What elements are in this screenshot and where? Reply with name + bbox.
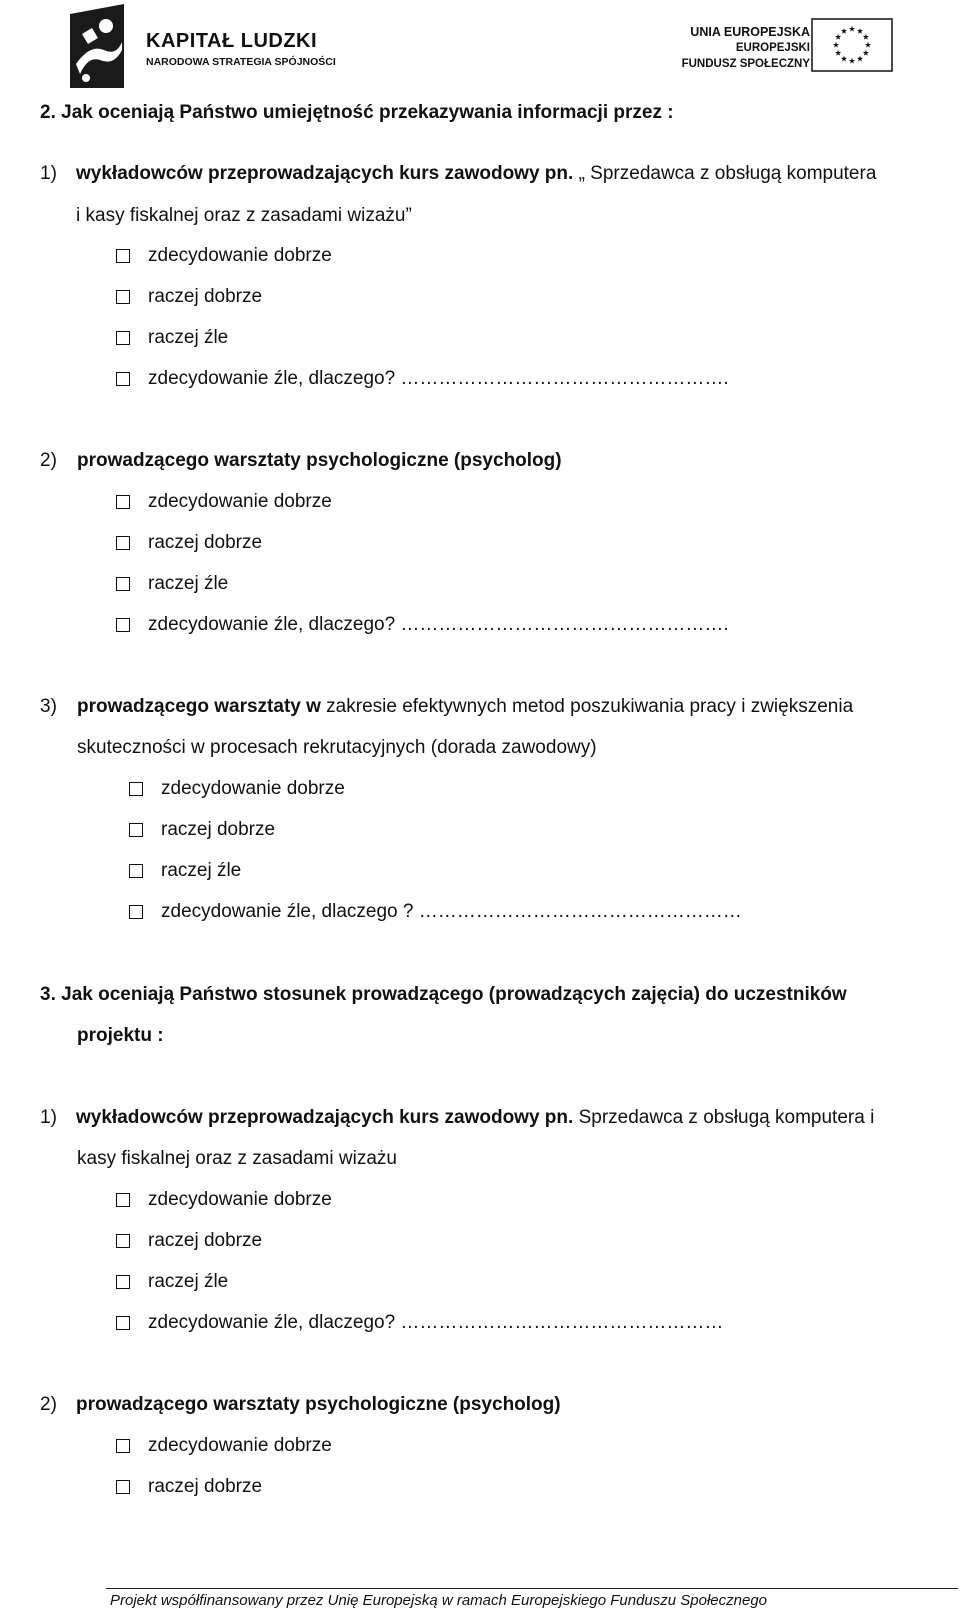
checkbox-icon[interactable] [129,905,143,919]
checkbox-icon[interactable] [116,1234,130,1248]
option-label: zdecydowanie dobrze [148,245,332,266]
option-label: zdecydowanie źle, dlaczego? …………………………………………… [148,1312,724,1333]
question-3-title: 3. Jak oceniają Państwo stosunek prowadzącego (prowadzących zajęcia) do uczestników [40,984,847,1005]
option-label: raczej dobrze [148,532,263,553]
checkbox-icon[interactable] [116,372,130,386]
footer-divider [106,1588,958,1589]
option[interactable] [116,367,729,391]
option-label: zdecydowanie dobrze [148,491,332,512]
item-lead: prowadzącego warsztaty w [77,696,321,717]
checkbox-icon[interactable] [116,1193,130,1207]
option[interactable] [129,859,241,883]
checkbox-icon[interactable] [116,1480,130,1494]
item-text-line2: skuteczności w procesach rekrutacyjnych (dorada zawodowy) [77,737,597,758]
checkbox-icon[interactable] [116,290,130,304]
eu-line3: FUNDUSZ SPOŁECZNY [681,58,810,70]
checkbox-icon[interactable] [116,331,130,345]
option-label: raczej dobrze [148,1476,263,1497]
logo-subtitle: NARODOWA STRATEGIA SPÓJNOŚCI [146,56,336,68]
option-label: raczej dobrze [148,1230,263,1251]
item-lead: wykładowców przeprowadzających kurs zawodowy pn. [76,1107,574,1128]
option-label: zdecydowanie dobrze [148,1435,332,1456]
option-label: zdecydowanie źle, dlaczego? ……………………………………………. [148,614,729,635]
item-rest: Sprzedawca z obsługą komputera i [573,1107,875,1128]
option-label: zdecydowanie dobrze [148,1189,332,1210]
option-label: raczej źle [148,573,229,594]
option-label: raczej dobrze [148,286,263,307]
checkbox-icon[interactable] [116,1316,130,1330]
item-text [77,695,853,719]
eu-line2: EUROPEJSKI [735,42,810,54]
option[interactable] [116,1229,262,1253]
question-3-title-line2: projektu : [77,1025,164,1046]
question-2-title: 2. Jak oceniają Państwo umiejętność przekazywania informacji przez : [40,102,674,123]
item-lead: wykładowców przeprowadzających kurs zawodowy pn. [76,163,574,184]
logo-title: KAPITAŁ LUDZKI [146,30,318,52]
eu-line1: UNIA EUROPEJSKA [690,25,810,39]
option[interactable] [116,531,262,555]
item-rest: „ Sprzedawca z obsługą komputera [573,163,877,184]
option[interactable] [129,900,742,924]
item-number: 1) [40,163,57,184]
option-label: raczej źle [148,1271,229,1292]
item-text [76,1106,874,1130]
item-number: 3) [40,696,57,717]
item-rest: zakresie efektywnych metod poszukiwania pracy i zwiększenia [320,696,854,717]
option[interactable] [116,572,228,596]
kapital-ludzki-logo [68,4,338,88]
checkbox-icon[interactable] [129,864,143,878]
option[interactable] [129,818,275,842]
eu-flag-icon [811,18,893,72]
item-text: prowadzącego warsztaty psychologiczne (psycholog) [76,1394,561,1415]
option-label: zdecydowanie źle, dlaczego? ……………………………………………. [148,368,729,389]
checkbox-icon[interactable] [116,1275,130,1289]
item-text-line2: kasy fiskalnej oraz z zasadami wizażu [77,1148,397,1169]
checkbox-icon[interactable] [116,1439,130,1453]
option[interactable] [116,1311,723,1335]
item-text: prowadzącego warsztaty psychologiczne (psycholog) [77,450,562,471]
item-number: 1) [40,1107,57,1128]
option[interactable] [129,777,345,801]
eu-label [682,24,810,72]
option[interactable] [116,326,228,350]
kapital-ludzki-emblem-icon [68,4,126,88]
checkbox-icon[interactable] [129,823,143,837]
page-footer: Projekt współfinansowany przez Unię Europejską w ramach Europejskiego Funduszu Społecznego [110,1592,768,1609]
checkbox-icon[interactable] [116,249,130,263]
option[interactable] [116,1434,332,1458]
item-number: 2) [40,450,57,471]
item-text [76,162,876,186]
option[interactable] [116,244,332,268]
checkbox-icon[interactable] [116,536,130,550]
item-text-line2: i kasy fiskalnej oraz z zasadami wizażu” [76,205,412,226]
checkbox-icon[interactable] [129,782,143,796]
option[interactable] [116,613,729,637]
option-label: zdecydowanie dobrze [161,778,345,799]
option-label: raczej źle [161,860,242,881]
option-label: raczej źle [148,327,229,348]
option[interactable] [116,285,262,309]
checkbox-icon[interactable] [116,577,130,591]
item-number: 2) [40,1394,57,1415]
option[interactable] [116,1270,228,1294]
page-header [0,0,960,95]
option[interactable] [116,1188,332,1212]
option[interactable] [116,490,332,514]
option-label: raczej dobrze [161,819,276,840]
checkbox-icon[interactable] [116,495,130,509]
option[interactable] [116,1475,262,1499]
checkbox-icon[interactable] [116,618,130,632]
option-label: zdecydowanie źle, dlaczego ? …………………………………………… [161,901,742,922]
